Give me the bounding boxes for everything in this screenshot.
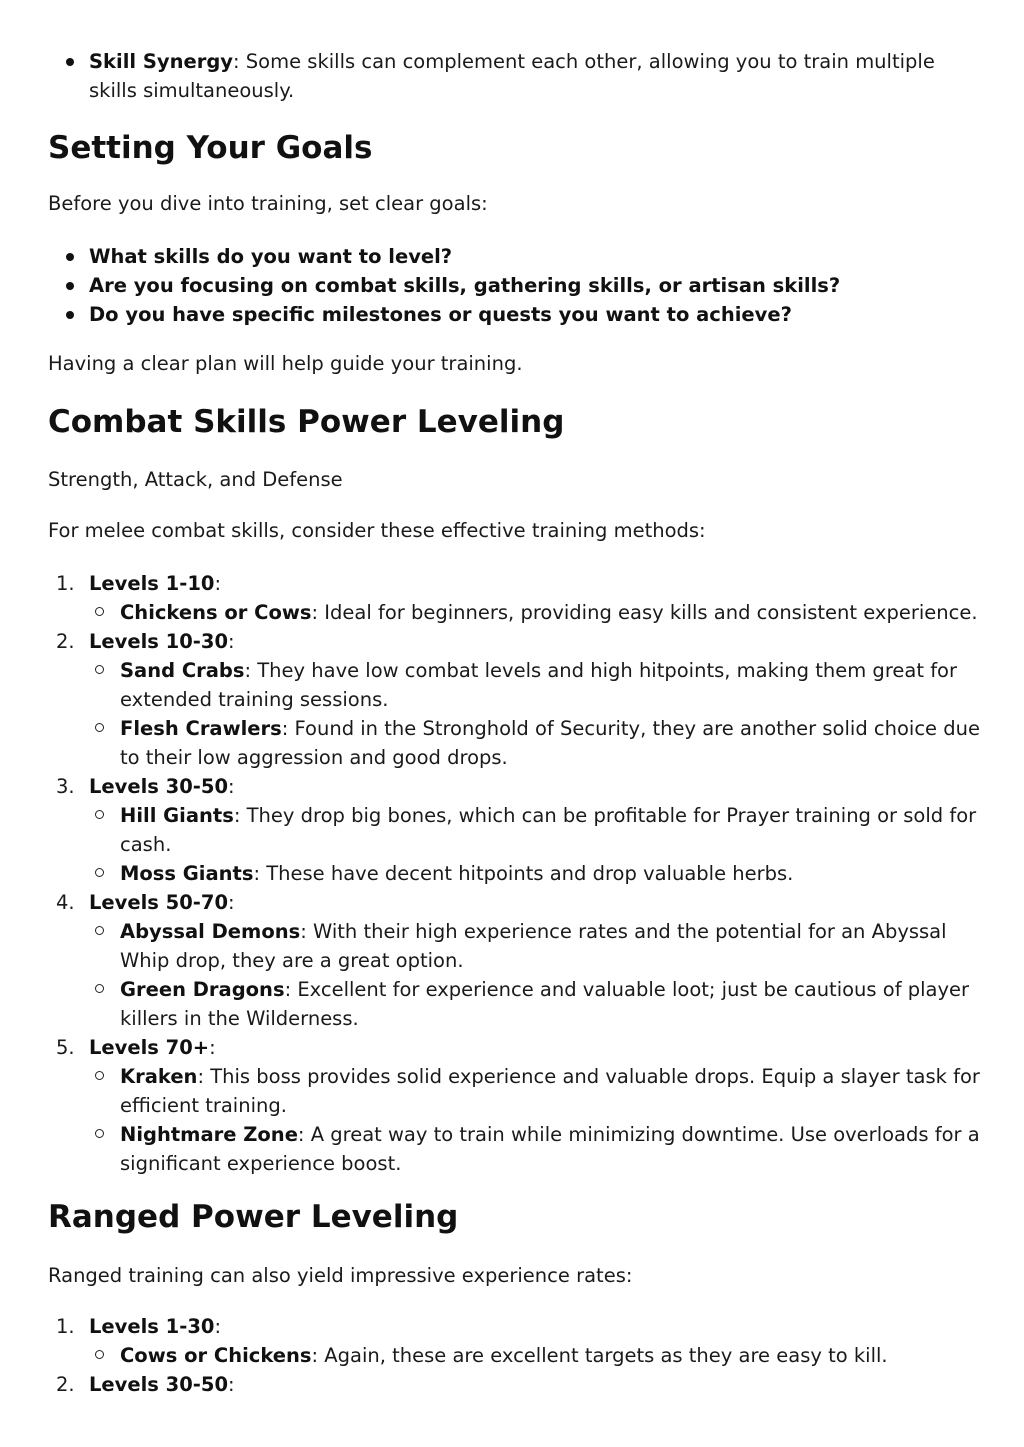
method-item (89, 1120, 988, 1178)
method-text: : They have low combat levels and high hitpoints, making them great for extended training sessions. (120, 659, 958, 711)
method-term: Sand Crabs (120, 659, 245, 682)
level-label: Levels 50-70 (89, 891, 229, 914)
method-item (89, 975, 988, 1033)
method-text: : They drop big bones, which can be profitable for Prayer training or sold for cash. (120, 804, 977, 856)
level-item (48, 569, 988, 627)
level-colon: : (228, 775, 235, 798)
method-term: Green Dragons (120, 978, 285, 1001)
method-item (89, 801, 988, 859)
method-text: : Excellent for experience and valuable loot; just be cautious of player killers in the Wilderness. (120, 978, 970, 1030)
list-item (48, 242, 988, 271)
method-text: : These have decent hitpoints and drop valuable herbs. (253, 862, 794, 885)
method-term: Flesh Crawlers (120, 717, 282, 740)
level-item (48, 772, 988, 888)
method-term: Kraken (120, 1065, 198, 1088)
level-label: Levels 1-30 (89, 1315, 215, 1338)
goal-question: Do you have specific milestones or quests you want to achieve? (89, 303, 792, 326)
level-number: 3. (56, 775, 75, 798)
method-term: Moss Giants (120, 862, 254, 885)
goal-question: What skills do you want to level? (89, 245, 453, 268)
method-list (89, 1062, 988, 1178)
level-colon: : (228, 891, 235, 914)
level-item (48, 888, 988, 1033)
level-colon: : (214, 572, 222, 595)
method-term: Hill Giants (120, 804, 234, 827)
list-item (48, 271, 988, 300)
level-number: 1. (56, 572, 75, 595)
level-colon: : (228, 630, 235, 653)
level-colon: : (228, 1373, 235, 1396)
method-list (89, 598, 988, 627)
level-label: Levels 1-10 (89, 572, 215, 595)
method-term: Abyssal Demons (120, 920, 301, 943)
method-item (89, 859, 988, 888)
level-number: 2. (56, 1373, 75, 1396)
ranged-heading: Ranged Power Leveling (48, 1199, 459, 1235)
method-list (89, 656, 988, 772)
level-label: Levels 30-50 (89, 775, 229, 798)
combat-subheading: Strength, Attack, and Defense (48, 468, 343, 491)
method-item (89, 598, 988, 627)
method-text: : Ideal for beginners, providing easy kills and consistent experience. (311, 601, 978, 624)
list-item (48, 47, 988, 105)
intro-bullet-list (48, 47, 988, 105)
bullet-term: Skill Synergy (89, 50, 234, 73)
level-item (48, 1312, 988, 1370)
method-text: : A great way to train while minimizing downtime. Use overloads for a significant experience boost. (120, 1123, 980, 1175)
combat-levels-list (48, 569, 988, 1178)
goals-heading: Setting Your Goals (48, 130, 373, 166)
goals-intro: Before you dive into training, set clear goals: (48, 192, 488, 215)
level-item (48, 1033, 988, 1178)
ranged-levels-list (48, 1312, 988, 1399)
method-list (89, 801, 988, 888)
level-number: 4. (56, 891, 75, 914)
goals-outro: Having a clear plan will help guide your training. (48, 352, 523, 375)
level-item (48, 1370, 988, 1399)
level-colon: : (209, 1036, 216, 1059)
level-label: Levels 70+ (89, 1036, 210, 1059)
method-item (89, 1062, 988, 1120)
method-text: : Again, these are excellent targets as they are easy to kill. (311, 1344, 888, 1367)
method-term: Nightmare Zone (120, 1123, 298, 1146)
goals-question-list (48, 242, 988, 329)
ranged-intro: Ranged training can also yield impressive experience rates: (48, 1264, 633, 1287)
level-label: Levels 30-50 (89, 1373, 229, 1396)
level-item (48, 627, 988, 772)
combat-intro: For melee combat skills, consider these effective training methods: (48, 519, 706, 542)
goal-question: Are you focusing on combat skills, gathering skills, or artisan skills? (89, 274, 841, 297)
bullet-text: : Some skills can complement each other, allowing you to train multiple skills simultaneously. (89, 50, 935, 102)
level-label: Levels 10-30 (89, 630, 229, 653)
method-item (89, 917, 988, 975)
level-number: 5. (56, 1036, 75, 1059)
method-list (89, 1341, 988, 1370)
method-item (89, 1341, 988, 1370)
level-number: 1. (56, 1315, 75, 1338)
level-colon: : (214, 1315, 222, 1338)
list-item (48, 300, 988, 329)
method-text: : With their high experience rates and the potential for an Abyssal Whip drop, they are a great option. (120, 920, 947, 972)
method-item (89, 714, 988, 772)
combat-heading: Combat Skills Power Leveling (48, 404, 565, 440)
method-item (89, 656, 988, 714)
level-number: 2. (56, 630, 75, 653)
method-term: Cows or Chickens (120, 1344, 312, 1367)
method-text: : This boss provides solid experience and valuable drops. Equip a slayer task for efficient training. (120, 1065, 980, 1117)
method-text: : Found in the Stronghold of Security, they are another solid choice due to their low aggression and good drops. (120, 717, 980, 769)
method-term: Chickens or Cows (120, 601, 312, 624)
method-list (89, 917, 988, 1033)
